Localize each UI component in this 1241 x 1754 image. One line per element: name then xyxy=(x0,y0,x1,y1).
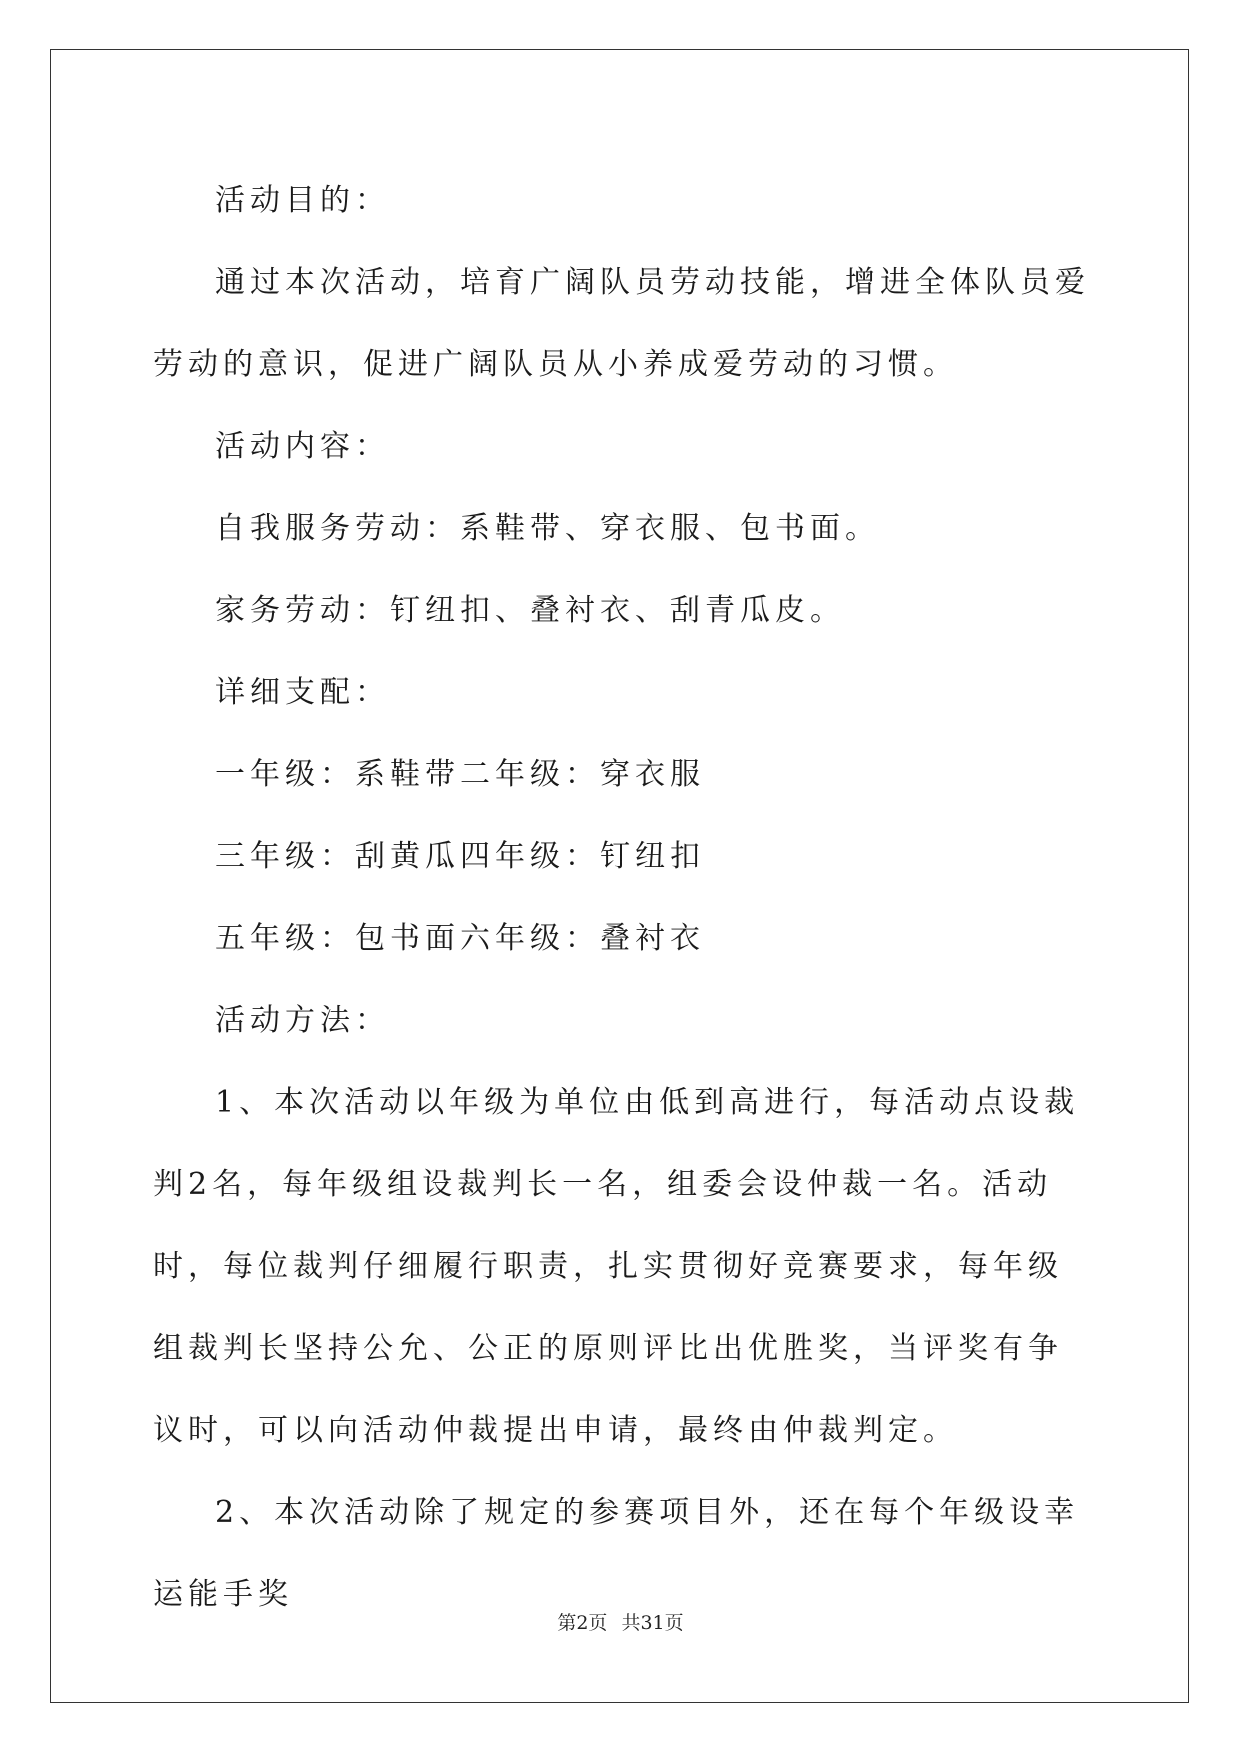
page-total: 共31页 xyxy=(621,1612,684,1634)
paragraph-housework: 家务劳动：钉纽扣、叠衬衣、刮青瓜皮。 xyxy=(215,593,845,628)
paragraph-purpose-heading: 活动目的： xyxy=(215,183,390,218)
paragraph-self-service: 自我服务劳动：系鞋带、穿衣服、包书面。 xyxy=(215,511,880,546)
paragraph-grade-3-4: 三年级：刮黄瓜四年级：钉纽扣 xyxy=(215,839,705,874)
paragraph-content-heading: 活动内容： xyxy=(215,429,390,464)
paragraph-grade-5-6: 五年级：包书面六年级：叠衬衣 xyxy=(215,921,705,956)
page-footer xyxy=(0,1608,1241,1635)
paragraph-method-1: 1、本次活动以年级为单位由低到高进行，每活动点设裁判2名，每年级组设裁判长一名，组委会设仲裁一名。活动时，每位裁判仔细履行职责，扎实贯彻好竞赛要求，每年级组裁判长坚持公允、公正的原则评比出优胜奖，当评奖有争议时，可以向活动仲裁提出申请，最终由仲裁判定。 xyxy=(153,1085,1080,1448)
paragraph-grade-1-2: 一年级：系鞋带二年级：穿衣服 xyxy=(215,757,705,792)
paragraph-purpose-text: 通过本次活动，培育广阔队员劳动技能，增进全体队员爱劳动的意识，促进广阔队员从小养成爱劳动的习惯。 xyxy=(153,265,1090,382)
paragraph-method-2: 2、本次活动除了规定的参赛项目外，还在每个年级设幸运能手奖 xyxy=(153,1495,1080,1612)
paragraph-method-heading: 活动方法： xyxy=(215,1003,390,1038)
document-body xyxy=(153,160,1093,1636)
paragraph-arrangement-heading: 详细支配： xyxy=(215,675,390,710)
page-number: 第2页 xyxy=(557,1612,608,1634)
